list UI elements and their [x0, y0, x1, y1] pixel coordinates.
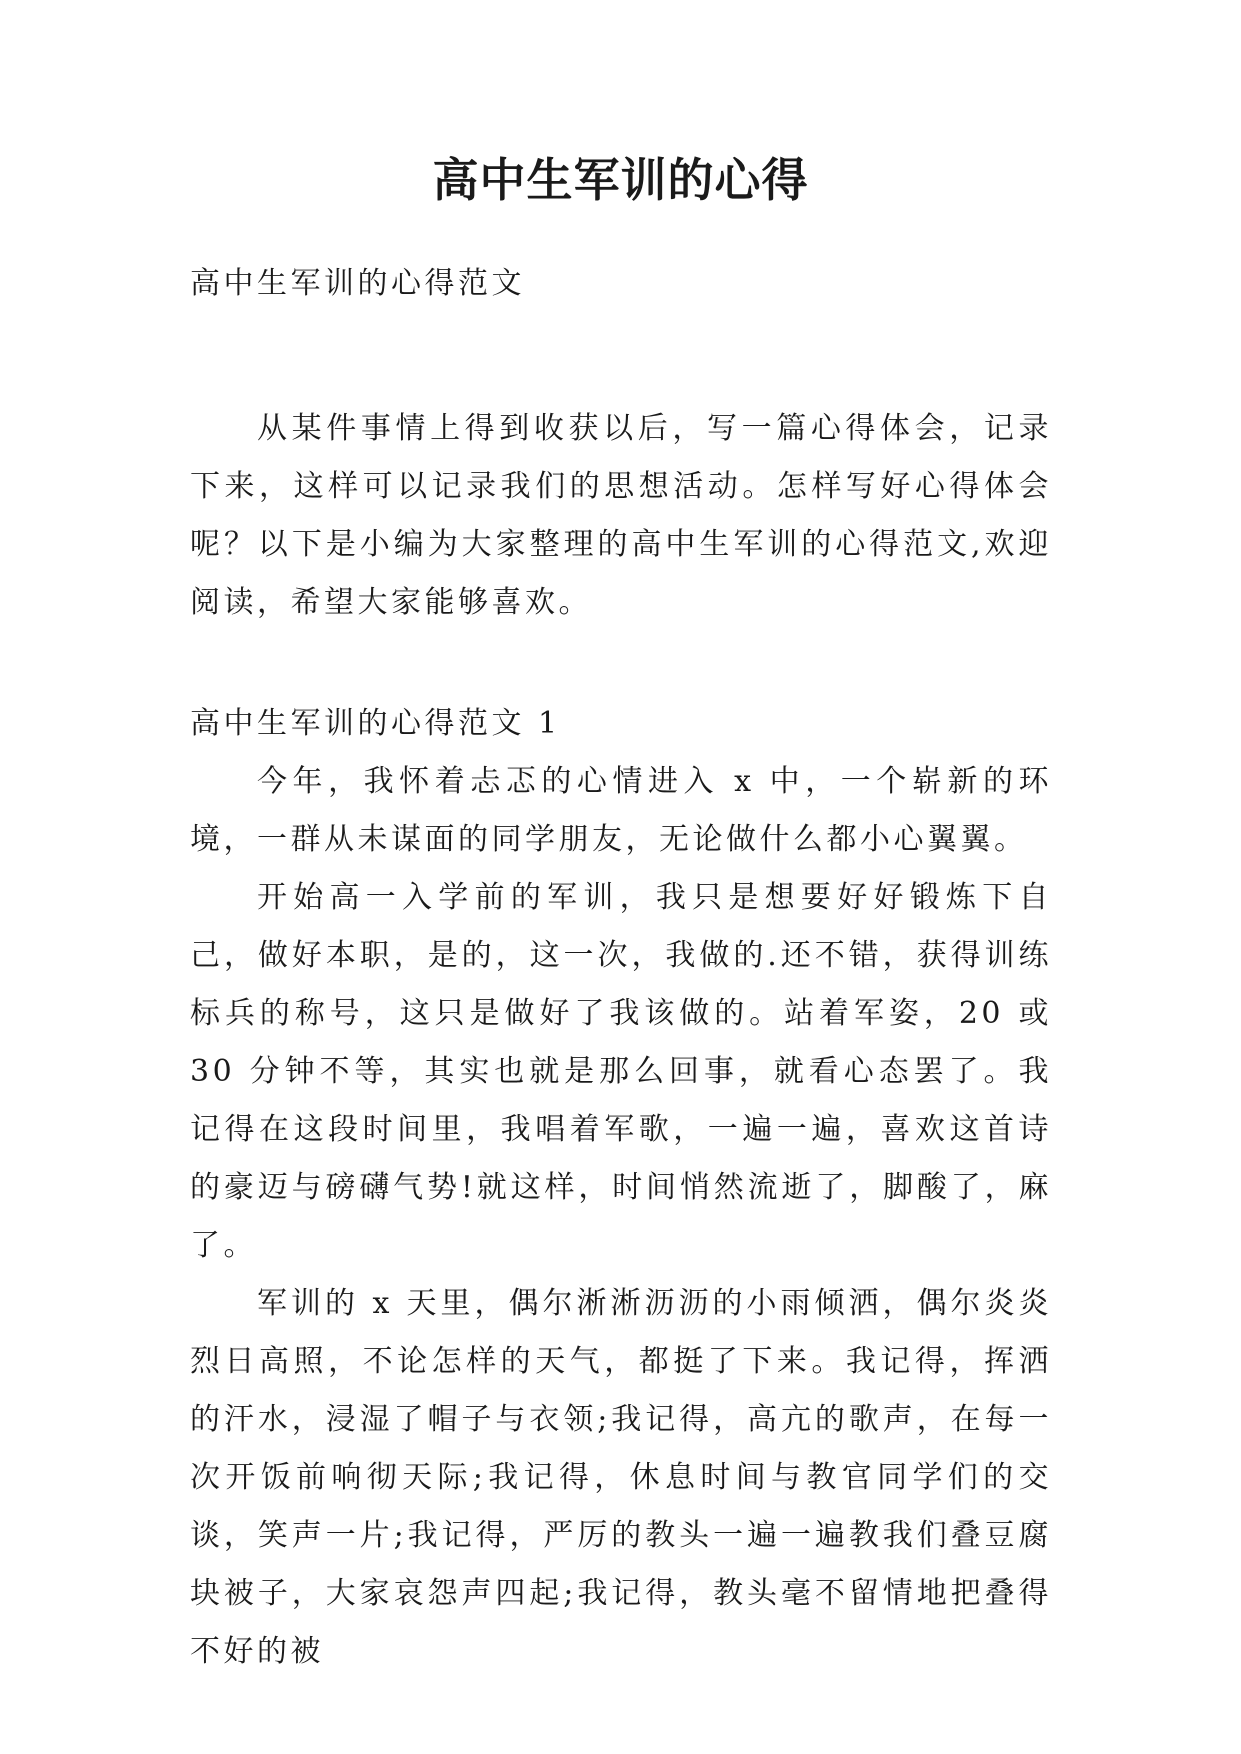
article-paragraph: 今年，我怀着忐忑的心情进入 x 中，一个崭新的环境，一群从未谋面的同学朋友，无论做什么都小心翼翼。 [190, 764, 1052, 857]
section-heading: 高中生军训的心得范文 1 [190, 706, 561, 741]
document-title: 高中生军训的心得 [432, 153, 809, 207]
intro-paragraph: 从某件事情上得到收获以后，写一篇心得体会，记录下来，这样可以记录我们的思想活动。怎样写好心得体会呢？以下是小编为大家整理的高中生军训的心得范文,欢迎阅读，希望大家能够喜欢。 [190, 411, 1052, 620]
document-subtitle: 高中生军训的心得范文 [190, 266, 525, 301]
article-paragraph: 开始高一入学前的军训，我只是想要好好锻炼下自己，做好本职，是的，这一次，我做的.还不错，获得训练标兵的称号，这只是做好了我该做的。站着军姿，20 或 30 分钟不等，其实也就是那么回事，就看心态罢了。我记得在这段时间里，我唱着军歌，一遍一遍，喜欢这首诗的豪迈与磅礴气势!就这样，时间悄然流逝了，脚酸了，麻了。 [190, 880, 1052, 1263]
article-body [190, 753, 1052, 1669]
article-paragraph: 军训的 x 天里，偶尔淅淅沥沥的小雨倾洒，偶尔炎炎烈日高照，不论怎样的天气，都挺了下来。我记得，挥洒的汗水，浸湿了帽子与衣领;我记得，高亢的歌声，在每一次开饭前响彻天际;我记得，休息时间与教官同学们的交谈，笑声一片;我记得，严厉的教头一遍一遍教我们叠豆腐块被子，大家哀怨声四起;我记得，教头毫不留情地把叠得不好的被 [190, 1286, 1052, 1669]
